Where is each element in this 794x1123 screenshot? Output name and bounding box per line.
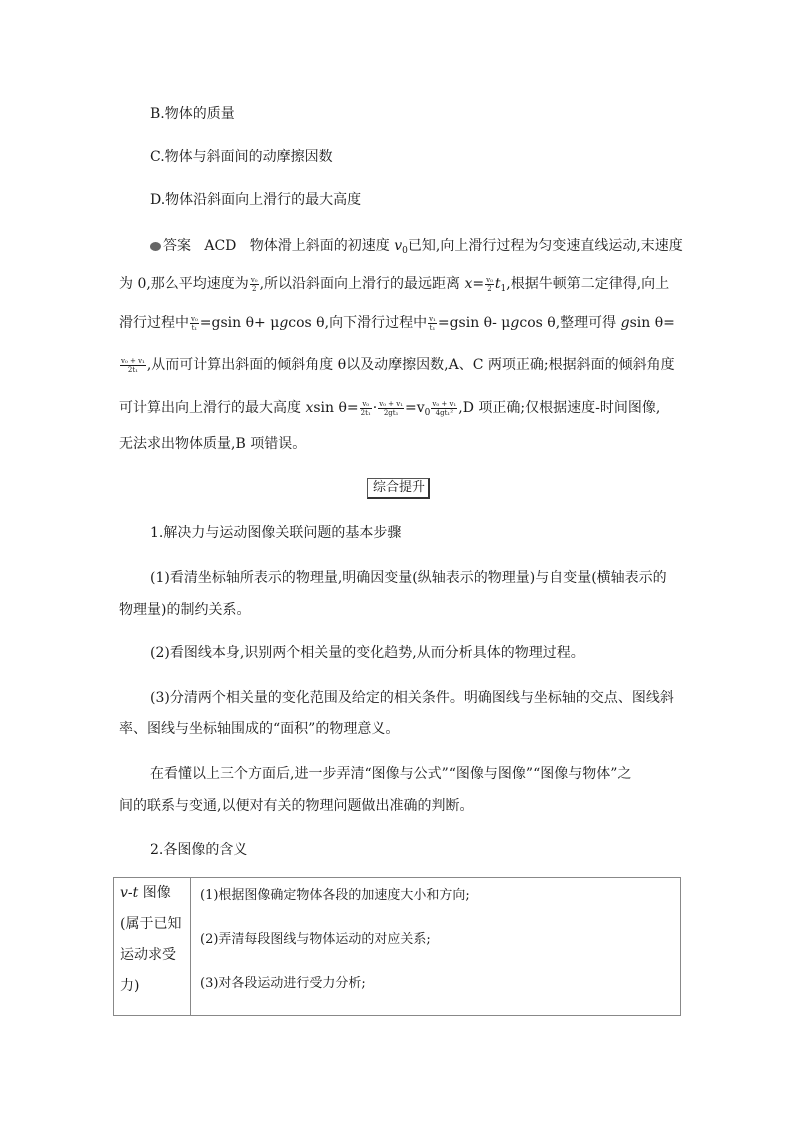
frac-den: 2t₁: [360, 408, 371, 417]
v0-sub: 0: [424, 408, 431, 418]
image-meaning-table: [113, 877, 681, 1016]
text: -: [127, 885, 133, 901]
images-heading: 2.各图像的含义: [150, 842, 248, 858]
text: cos θ,整理可得: [519, 315, 617, 331]
fraction-v0-over-t1: [190, 315, 199, 332]
text: ,D 项正确;仅根据速度-时间图像,: [458, 400, 661, 416]
x-symbol: x: [305, 400, 314, 416]
frac-num: v₀ + v₁: [121, 356, 145, 365]
table-left-line-2: (属于已知: [120, 916, 182, 932]
answer-line-1: [150, 236, 683, 261]
text: sin θ=: [313, 400, 359, 416]
frac-num: v₀: [486, 275, 493, 284]
step-2: (2)看图线本身,识别两个相关量的变化趋势,从而分析具体的物理过程。: [150, 645, 585, 661]
t-sub: 1: [500, 284, 507, 294]
fraction-sum-over-4gt1sq: [431, 400, 457, 417]
answer-line-5: [119, 398, 660, 423]
answer-line-6: 无法求出物体质量,B 项错误。: [119, 436, 307, 452]
frac-den: 2t₁: [127, 365, 138, 374]
table-left-cell: [114, 878, 191, 1015]
frac-den: t₁: [191, 323, 198, 332]
x-symbol: x: [464, 276, 473, 292]
g-symbol: g: [279, 315, 289, 331]
frac-den: 2: [487, 284, 492, 293]
g-symbol: g: [620, 315, 630, 331]
text: sin θ=: [629, 315, 675, 331]
fraction-v0-over-2: [250, 276, 259, 293]
frac-num: v₀ + v₁: [379, 399, 404, 408]
text: 可计算出向上滑行的最大高度: [119, 400, 301, 416]
v-symbol: v: [120, 885, 128, 901]
answer-text-tail: 已知,向上滑行过程为匀变速直线运动,末速度: [407, 238, 683, 254]
answer-choice: ACD: [204, 238, 237, 254]
text: =v: [405, 400, 425, 416]
table-row-2: (2)弄清每段图线与物体运动的对应关系;: [200, 932, 431, 947]
step-1-line-2: 物理量)的制约关系。: [119, 602, 251, 618]
frac-den: t₁: [429, 323, 436, 332]
text: ,从而可计算出斜面的倾斜角度 θ以及动摩擦因数,A、C 两项正确;根据斜面的倾斜角度: [146, 357, 675, 373]
v0-symbol: v: [394, 238, 403, 254]
text: ,根据牛顿第二定律得,向上: [506, 276, 670, 292]
option-c: C.物体与斜面间的动摩擦因数: [150, 149, 333, 165]
step-3-line-1: (3)分清两个相关量的变化范围及给定的相关条件。明确图线与坐标轴的交点、图线斜: [150, 690, 674, 706]
answer-line-4: [119, 355, 675, 375]
answer-label: 答案: [163, 238, 191, 254]
frac-num: v₀: [360, 400, 372, 409]
t-symbol: t: [494, 276, 501, 292]
frac-den: 2: [251, 284, 257, 293]
answer-line-2: [119, 274, 669, 299]
step-3-line-2: 率、图线与坐标轴围成的“面积”的物理意义。: [119, 721, 400, 737]
frac-num: v₀ + v₁: [432, 399, 457, 408]
text: 为 0,那么平均速度为: [119, 276, 249, 292]
text: cos θ,向下滑行过程中: [288, 315, 428, 331]
table-left-line-4: 力): [120, 978, 140, 994]
text: sin θ+ μ: [220, 315, 280, 331]
fraction-sum-over-2gt1: [378, 400, 404, 417]
table-row-3: (3)对各段运动进行受力分析;: [200, 976, 366, 991]
paragraph-line-1: 在看懂以上三个方面后,进一步弄清“图像与公式”“图像与图像”“图像与物体”之: [150, 766, 632, 782]
answer-text: 物体滑上斜面的初速度: [249, 238, 390, 254]
option-b: B.物体的质量: [150, 106, 235, 122]
option-d: D.物体沿斜面向上滑行的最大高度: [150, 192, 362, 208]
g-symbol: g: [510, 315, 520, 331]
fraction-v0-over-2t1: [360, 400, 372, 417]
text: =g: [437, 315, 459, 331]
text: =g: [199, 315, 221, 331]
text: ·: [372, 400, 378, 416]
step-1-line-1: (1)看清坐标轴所表示的物理量,明确因变量(纵轴表示的物理量)与自变量(横轴表示的: [150, 570, 667, 586]
answer-icon: [150, 242, 161, 251]
steps-heading: 1.解决力与运动图像关联问题的基本步骤: [150, 525, 402, 541]
frac-num: v₀: [250, 275, 258, 284]
text: =: [472, 276, 485, 292]
fraction-v1-over-t1: [428, 315, 437, 332]
table-row-1: (1)根据图像确定物体各段的加速度大小和方向;: [200, 888, 470, 903]
fraction-sum-over-2t1: [120, 357, 146, 374]
section-title: 综合提升: [367, 478, 430, 499]
text: ,所以沿斜面向上滑行的最远距离: [259, 276, 461, 292]
t-symbol: t: [132, 885, 139, 901]
fraction-v0-over-2b: [485, 276, 494, 293]
text: 图像: [138, 885, 171, 901]
frac-num: v₁: [429, 314, 436, 323]
answer-line-3: [119, 313, 675, 333]
frac-num: v₀: [191, 314, 198, 323]
v0-sub: 0: [402, 246, 408, 256]
table-left-line-1: [120, 883, 171, 903]
frac-den: 2gt₁: [383, 408, 399, 417]
text: 滑行过程中: [119, 315, 189, 331]
table-left-line-3: 运动求受: [120, 947, 176, 963]
paragraph-line-2: 间的联系与变通,以便对有关的物理问题做出准确的判断。: [119, 798, 474, 814]
frac-den: 4gt₁²: [435, 408, 454, 417]
text: sin θ- μ: [458, 315, 511, 331]
